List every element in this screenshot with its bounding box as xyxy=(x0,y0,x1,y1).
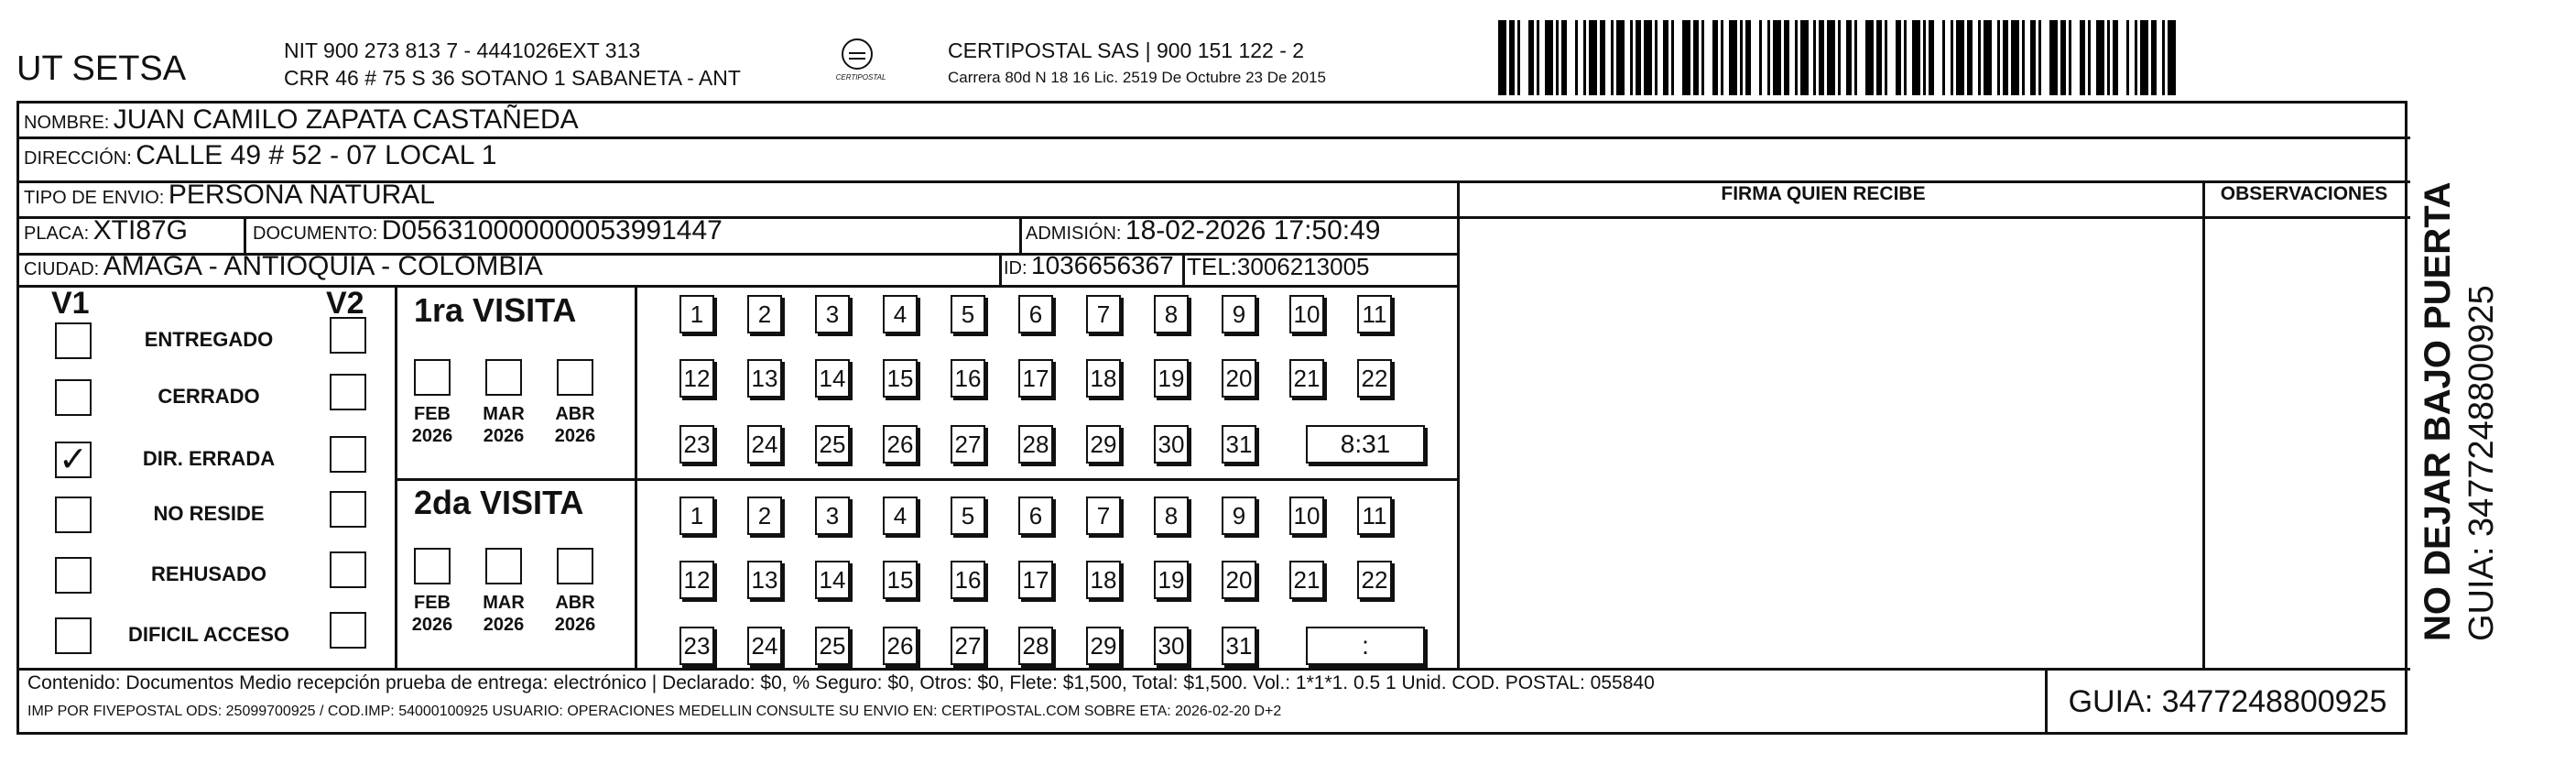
day-box[interactable]: 29 xyxy=(1086,425,1121,464)
month-year: 2026 xyxy=(411,426,453,446)
barcode-bar xyxy=(1857,20,1865,95)
day-box[interactable]: 26 xyxy=(883,425,918,464)
month-label xyxy=(476,403,531,447)
day-box[interactable]: 12 xyxy=(679,561,714,599)
nombre-field xyxy=(24,104,579,136)
logo-text: CERTIPOSTAL xyxy=(835,73,886,82)
v1-checkbox[interactable] xyxy=(55,379,92,416)
month-checkbox[interactable] xyxy=(485,359,522,396)
day-box[interactable]: 8 xyxy=(1154,497,1189,535)
barcode-bar xyxy=(2071,20,2080,95)
day-box[interactable]: 31 xyxy=(1222,425,1256,464)
check-mark-icon: ✓ xyxy=(59,439,88,479)
barcode-bar xyxy=(1984,20,1992,95)
month-label xyxy=(405,592,460,636)
barcode-bar xyxy=(1912,20,1920,95)
v2-checkbox[interactable] xyxy=(330,436,366,473)
firma-header: FIRMA QUIEN RECIBE xyxy=(1721,183,1926,204)
month-checkbox[interactable] xyxy=(557,359,593,396)
day-box[interactable]: 16 xyxy=(951,359,985,398)
barcode-bar xyxy=(1644,20,1652,95)
day-box[interactable]: 4 xyxy=(883,497,918,535)
barcode-bar xyxy=(2140,20,2148,95)
barcode-bar xyxy=(2096,20,2104,95)
month-checkbox[interactable] xyxy=(485,548,522,584)
month-year: 2026 xyxy=(411,615,453,635)
certipostal-logo xyxy=(829,38,893,88)
tipo-envio-value: PERSONA NATURAL xyxy=(168,180,435,210)
month-label xyxy=(476,592,531,636)
status-label: DIFICIL ACCESO xyxy=(127,623,289,646)
day-box[interactable]: 24 xyxy=(747,425,782,464)
month-year: 2026 xyxy=(554,426,596,446)
status-label: DIR. ERRADA xyxy=(142,447,276,470)
day-box[interactable]: 3 xyxy=(815,497,850,535)
barcode-bar xyxy=(1827,20,1835,95)
certipostal-block xyxy=(948,37,1326,92)
divider xyxy=(999,253,1002,285)
ciudad-field xyxy=(24,251,543,282)
v1-checkbox[interactable] xyxy=(55,497,92,533)
day-box[interactable]: 31 xyxy=(1222,627,1256,665)
day-box[interactable]: 15 xyxy=(883,359,918,398)
day-box[interactable]: 13 xyxy=(747,359,782,398)
day-box[interactable]: 27 xyxy=(951,425,985,464)
month-checkbox[interactable] xyxy=(557,548,593,584)
divider xyxy=(1019,216,1022,253)
day-box[interactable]: 24 xyxy=(747,627,782,665)
tel-field xyxy=(1187,253,1370,281)
status-label: NO RESIDE xyxy=(153,502,265,525)
day-box[interactable]: 30 xyxy=(1154,425,1189,464)
certipostal-license: Carrera 80d N 18 16 Lic. 2519 De Octubre 23 De 2015 xyxy=(948,69,1326,86)
tipo-envio-label: TIPO DE ENVIO: xyxy=(24,188,165,208)
month-name: FEB xyxy=(414,404,451,424)
day-box[interactable]: 23 xyxy=(679,425,714,464)
barcode-bar xyxy=(1616,20,1625,95)
contents-line: Contenido: Documentos Medio recepción prueba de entrega: electrónico | Declarado: $0, % Seguro: $0, Otros: $0, Flete: $1,500, Total: $1,500. Vol.: 1*1*1. 0.5 1 Unid. COD. POSTAL: 055840 xyxy=(27,672,1655,693)
day-box[interactable]: 7 xyxy=(1086,295,1121,333)
certipostal-line: CERTIPOSTAL SAS | 900 151 122 - 2 xyxy=(948,38,1305,62)
documento-value: D056310000000053991447 xyxy=(381,215,723,246)
v2-checkbox[interactable] xyxy=(330,374,366,410)
admision-field xyxy=(1026,215,1380,246)
day-box[interactable]: 12 xyxy=(679,359,714,398)
day-box[interactable]: 1 xyxy=(679,295,714,333)
day-box[interactable]: 6 xyxy=(1018,497,1053,535)
day-box[interactable]: 9 xyxy=(1222,497,1256,535)
month-name: MAR xyxy=(483,593,525,613)
status-label: CERRADO xyxy=(158,385,260,408)
month-year: 2026 xyxy=(554,615,596,635)
status-label: ENTREGADO xyxy=(144,328,274,351)
placa-field xyxy=(24,215,188,246)
barcode-bar xyxy=(1520,20,1528,95)
day-box[interactable]: 1 xyxy=(679,497,714,535)
month-year: 2026 xyxy=(483,426,525,446)
day-box[interactable]: 19 xyxy=(1154,359,1189,398)
day-box[interactable]: 28 xyxy=(1018,627,1053,665)
direccion-value: CALLE 49 # 52 - 07 LOCAL 1 xyxy=(136,140,497,170)
nombre-value: JUAN CAMILO ZAPATA CASTAÑEDA xyxy=(113,104,579,135)
id-label: ID: xyxy=(1004,258,1027,278)
day-box[interactable]: 22 xyxy=(1357,561,1392,599)
month-name: ABR xyxy=(555,404,595,424)
barcode-bar xyxy=(1865,20,1874,95)
day-box[interactable]: 2 xyxy=(747,295,782,333)
v2-checkbox[interactable] xyxy=(330,612,366,649)
placa-value: XTI87G xyxy=(92,215,188,246)
ciudad-label: CIUDAD: xyxy=(24,259,100,279)
day-box[interactable]: 5 xyxy=(951,295,985,333)
day-box[interactable]: 2 xyxy=(747,497,782,535)
time-box[interactable]: : xyxy=(1306,627,1425,665)
v1-checkbox[interactable] xyxy=(55,557,92,594)
ciudad-value: AMAGA - ANTIOQUIA - COLOMBIA xyxy=(103,251,543,281)
day-box[interactable]: 14 xyxy=(815,561,850,599)
barcode-bar xyxy=(1800,20,1809,95)
barcode-bar xyxy=(1887,20,1896,95)
direccion-field xyxy=(24,140,496,171)
tel-label: TEL: xyxy=(1187,253,1237,280)
barcode-bar xyxy=(1589,20,1597,95)
v1-checkbox[interactable] xyxy=(55,322,92,359)
day-box[interactable]: 13 xyxy=(747,561,782,599)
day-box[interactable]: 28 xyxy=(1018,425,1053,464)
logo-icon xyxy=(842,38,873,70)
month-name: ABR xyxy=(555,593,595,613)
id-field xyxy=(1004,251,1174,280)
barcode-bar xyxy=(1682,20,1690,95)
day-box[interactable]: 14 xyxy=(815,359,850,398)
first-visit-title: 1ra VISITA xyxy=(414,291,577,329)
day-box[interactable]: 7 xyxy=(1086,497,1121,535)
documento-label: DOCUMENTO: xyxy=(253,224,378,244)
print-info-line: IMP POR FIVEPOSTAL ODS: 25099700925 / COD.IMP: 54000100925 USUARIO: OPERACIONES MEDELLIN CONSULTE SU ENVIO EN: CERTIPOSTAL.COM SOBRE ETA: 2026-02-20 D+2 xyxy=(27,704,1282,719)
v2-checkbox[interactable] xyxy=(330,491,366,528)
side-notice xyxy=(2418,27,2576,641)
month-label xyxy=(548,592,603,636)
day-box[interactable]: 16 xyxy=(951,561,985,599)
v2-checkbox[interactable] xyxy=(330,551,366,588)
barcode-bar xyxy=(2049,20,2058,95)
barcode-bar xyxy=(2011,20,2019,95)
day-box[interactable]: 5 xyxy=(951,497,985,535)
company-name: UT SETSA xyxy=(16,49,187,88)
barcode-bar xyxy=(1956,20,1964,95)
day-box[interactable]: 30 xyxy=(1154,627,1189,665)
barcode-bar xyxy=(1773,20,1781,95)
day-box[interactable]: 29 xyxy=(1086,627,1121,665)
day-box[interactable]: 22 xyxy=(1357,359,1392,398)
day-box[interactable]: 11 xyxy=(1357,497,1392,535)
month-year: 2026 xyxy=(483,615,525,635)
day-box[interactable]: 21 xyxy=(1289,561,1324,599)
tel-value: 3006213005 xyxy=(1236,253,1370,280)
observaciones-header: OBSERVACIONES xyxy=(2220,183,2388,204)
nit-line: NIT 900 273 813 7 - 4441026EXT 313 xyxy=(284,38,641,62)
divider xyxy=(395,285,397,668)
day-box[interactable]: 27 xyxy=(951,627,985,665)
v1-checkbox[interactable] xyxy=(55,439,92,479)
day-box[interactable]: 3 xyxy=(815,295,850,333)
divider xyxy=(2202,180,2205,668)
day-box[interactable]: 17 xyxy=(1018,561,1053,599)
day-box[interactable]: 10 xyxy=(1289,497,1324,535)
divider xyxy=(1457,180,1460,668)
barcode-bar xyxy=(1567,20,1575,95)
month-name: MAR xyxy=(483,404,525,424)
day-box[interactable]: 9 xyxy=(1222,295,1256,333)
second-visit-title: 2da VISITA xyxy=(414,484,584,521)
month-checkbox[interactable] xyxy=(414,359,451,396)
address-line: CRR 46 # 75 S 36 SOTANO 1 SABANETA - ANT xyxy=(284,66,741,90)
barcode-bar xyxy=(2041,20,2049,95)
documento-field xyxy=(253,215,723,246)
divider xyxy=(635,285,637,668)
barcode-bar xyxy=(1729,20,1737,95)
barcode xyxy=(1498,20,2176,95)
barcode-bar xyxy=(1934,20,1942,95)
v2-checkbox[interactable] xyxy=(330,317,366,354)
time-box[interactable]: 8:31 xyxy=(1306,425,1425,464)
v2-header: V2 xyxy=(326,286,364,321)
day-box[interactable]: 17 xyxy=(1018,359,1053,398)
divider xyxy=(1182,253,1185,285)
company-nit-block xyxy=(284,37,741,92)
barcode-bar xyxy=(2168,20,2176,95)
divider xyxy=(244,216,246,253)
barcode-bar xyxy=(1751,20,1759,95)
guia-number: GUIA: 3477248800925 xyxy=(2045,669,2408,735)
barcode-bar xyxy=(1674,20,1682,95)
day-box[interactable]: 20 xyxy=(1222,561,1256,599)
v1-header: V1 xyxy=(51,286,90,321)
tipo-envio-field xyxy=(24,180,435,211)
day-box[interactable]: 8 xyxy=(1154,295,1189,333)
month-name: FEB xyxy=(414,593,451,613)
day-box[interactable]: 26 xyxy=(883,627,918,665)
no-dejar-warning: NO DEJAR BAJO PUERTA xyxy=(2418,181,2458,641)
admision-label: ADMISIÓN: xyxy=(1026,224,1122,244)
status-label: REHUSADO xyxy=(151,562,266,585)
divider xyxy=(19,285,1457,288)
day-box[interactable]: 19 xyxy=(1154,561,1189,599)
day-box[interactable]: 23 xyxy=(679,627,714,665)
nombre-label: NOMBRE: xyxy=(24,113,110,133)
barcode-bar xyxy=(1498,20,1506,95)
barcode-bar xyxy=(1704,20,1712,95)
month-label xyxy=(405,403,460,447)
month-checkbox[interactable] xyxy=(414,548,451,584)
side-guia: GUIA: 3477248800925 xyxy=(2462,285,2501,641)
admision-value: 18-02-2026 17:50:49 xyxy=(1125,215,1381,246)
day-box[interactable]: 6 xyxy=(1018,295,1053,333)
day-box[interactable]: 4 xyxy=(883,295,918,333)
id-value: 1036656367 xyxy=(1031,251,1174,279)
barcode-bar xyxy=(1545,20,1553,95)
day-box[interactable]: 18 xyxy=(1086,359,1121,398)
day-box[interactable]: 11 xyxy=(1357,295,1392,333)
day-box[interactable]: 25 xyxy=(815,627,850,665)
v1-checkbox[interactable] xyxy=(55,617,92,654)
barcode-bar xyxy=(2118,20,2126,95)
divider xyxy=(19,136,2410,139)
day-box[interactable]: 21 xyxy=(1289,359,1324,398)
day-box[interactable]: 25 xyxy=(815,425,850,464)
divider xyxy=(395,478,1457,481)
day-box[interactable]: 10 xyxy=(1289,295,1324,333)
day-box[interactable]: 18 xyxy=(1086,561,1121,599)
direccion-label: DIRECCIÓN: xyxy=(24,148,132,169)
day-box[interactable]: 20 xyxy=(1222,359,1256,398)
placa-label: PLACA: xyxy=(24,224,90,244)
month-label xyxy=(548,403,603,447)
day-box[interactable]: 15 xyxy=(883,561,918,599)
